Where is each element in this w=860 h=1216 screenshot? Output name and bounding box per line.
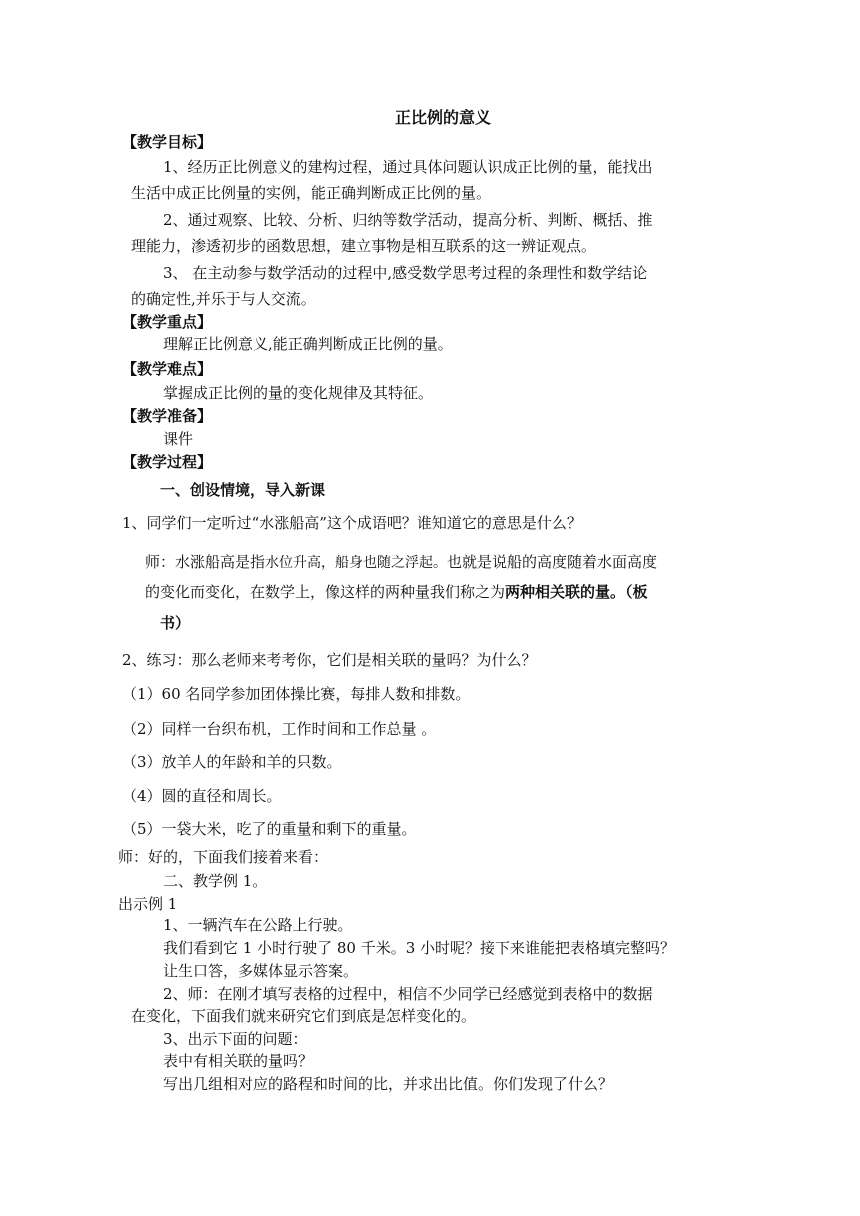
- objective-line: 3、 在主动参与数学活动的过程中,感受数学思考过程的条理性和数学结论: [163, 264, 648, 282]
- key-term-bold: 两种相关联的量。（板: [505, 583, 648, 601]
- exercise-item: （5）一袋大米，吃了的重量和剩下的重量。: [122, 820, 417, 838]
- example-line: 1、一辆汽车在公路上行驶。: [163, 916, 353, 934]
- teacher-explanation-small-text: 水位升高，船身也随之浮起。: [265, 555, 448, 571]
- objective-line: 2、通过观察、比较、分析、归纳等数学活动，提高分析、判断、概括、推: [163, 211, 653, 229]
- part2-title: 二、教学例 1。: [163, 872, 268, 890]
- teacher-explanation-text: 也就是说船的高度随着水面高度: [447, 553, 658, 571]
- preparation-text: 课件: [163, 430, 194, 448]
- example-line: 在变化，下面我们就来研究它们到底是怎样变化的。: [131, 1007, 477, 1025]
- part1-title: 一、创设情境，导入新课: [160, 481, 326, 499]
- exercise-item: （2）同样一台织布机，工作时间和工作总量 。: [122, 720, 437, 738]
- key-point-heading: 【教学重点】: [122, 313, 213, 331]
- process-heading: 【教学过程】: [122, 453, 213, 471]
- teacher-explanation-text: 师：水涨船高是指: [145, 553, 266, 571]
- objectives-heading: 【教学目标】: [122, 133, 213, 151]
- example-line: 2、师：在刚才填写表格的过程中，相信不少同学已经感觉到表格中的数据: [163, 985, 653, 1003]
- example-line: 表中有相关联的量吗？: [163, 1052, 314, 1070]
- exercise-item: （4）圆的直径和周长。: [122, 787, 282, 805]
- teacher-explanation-line-2: [145, 582, 648, 602]
- difficulty-text: 掌握成正比例的量的变化规律及其特征。: [163, 384, 434, 402]
- preparation-heading: 【教学准备】: [122, 407, 213, 425]
- objective-line: 生活中成正比例量的实例，能正确判断成正比例的量。: [131, 184, 492, 202]
- example-line: 写出几组相对应的路程和时间的比，并求出比值。你们发现了什么？: [163, 1075, 614, 1093]
- example-line: 让生口答，多媒体显示答案。: [163, 962, 359, 980]
- transition-text: 师：好的，下面我们接着来看：: [118, 848, 329, 866]
- page-title: 正比例的意义: [395, 108, 492, 127]
- exercise-item: （3）放羊人的年龄和羊的只数。: [122, 753, 342, 771]
- question-2: 2、练习：那么老师来考考你，它们是相关联的量吗？为什么？: [122, 651, 537, 669]
- objective-line: 理能力，渗透初步的函数思想，建立事物是相互联系的这一辨证观点。: [131, 237, 597, 255]
- exercise-item: （1）60 名同学参加团体操比赛，每排人数和排数。: [122, 685, 471, 703]
- objective-line: 的确定性,并乐于与人交流。: [131, 290, 316, 308]
- example-label: 出示例 1: [118, 895, 178, 913]
- teacher-explanation-line-1: [145, 552, 657, 572]
- example-line: 3、出示下面的问题：: [163, 1030, 308, 1048]
- difficulty-heading: 【教学难点】: [122, 360, 213, 378]
- objective-line: 1、经历正比例意义的建构过程，通过具体问题认识成正比例的量，能找出: [163, 158, 653, 176]
- board-note-bold: 书）: [160, 614, 191, 632]
- teacher-explanation-text: 的变化而变化，在数学上，像这样的两种量我们称之为: [145, 583, 506, 601]
- question-1: 1、同学们一定听过“水涨船高”这个成语吧？谁知道它的意思是什么？: [122, 514, 582, 532]
- example-line: 我们看到它 1 小时行驶了 80 千米。3 小时呢？接下来谁能把表格填完整吗？: [163, 939, 676, 957]
- key-point-text: 理解正比例意义,能正确判断成正比例的量。: [163, 335, 453, 353]
